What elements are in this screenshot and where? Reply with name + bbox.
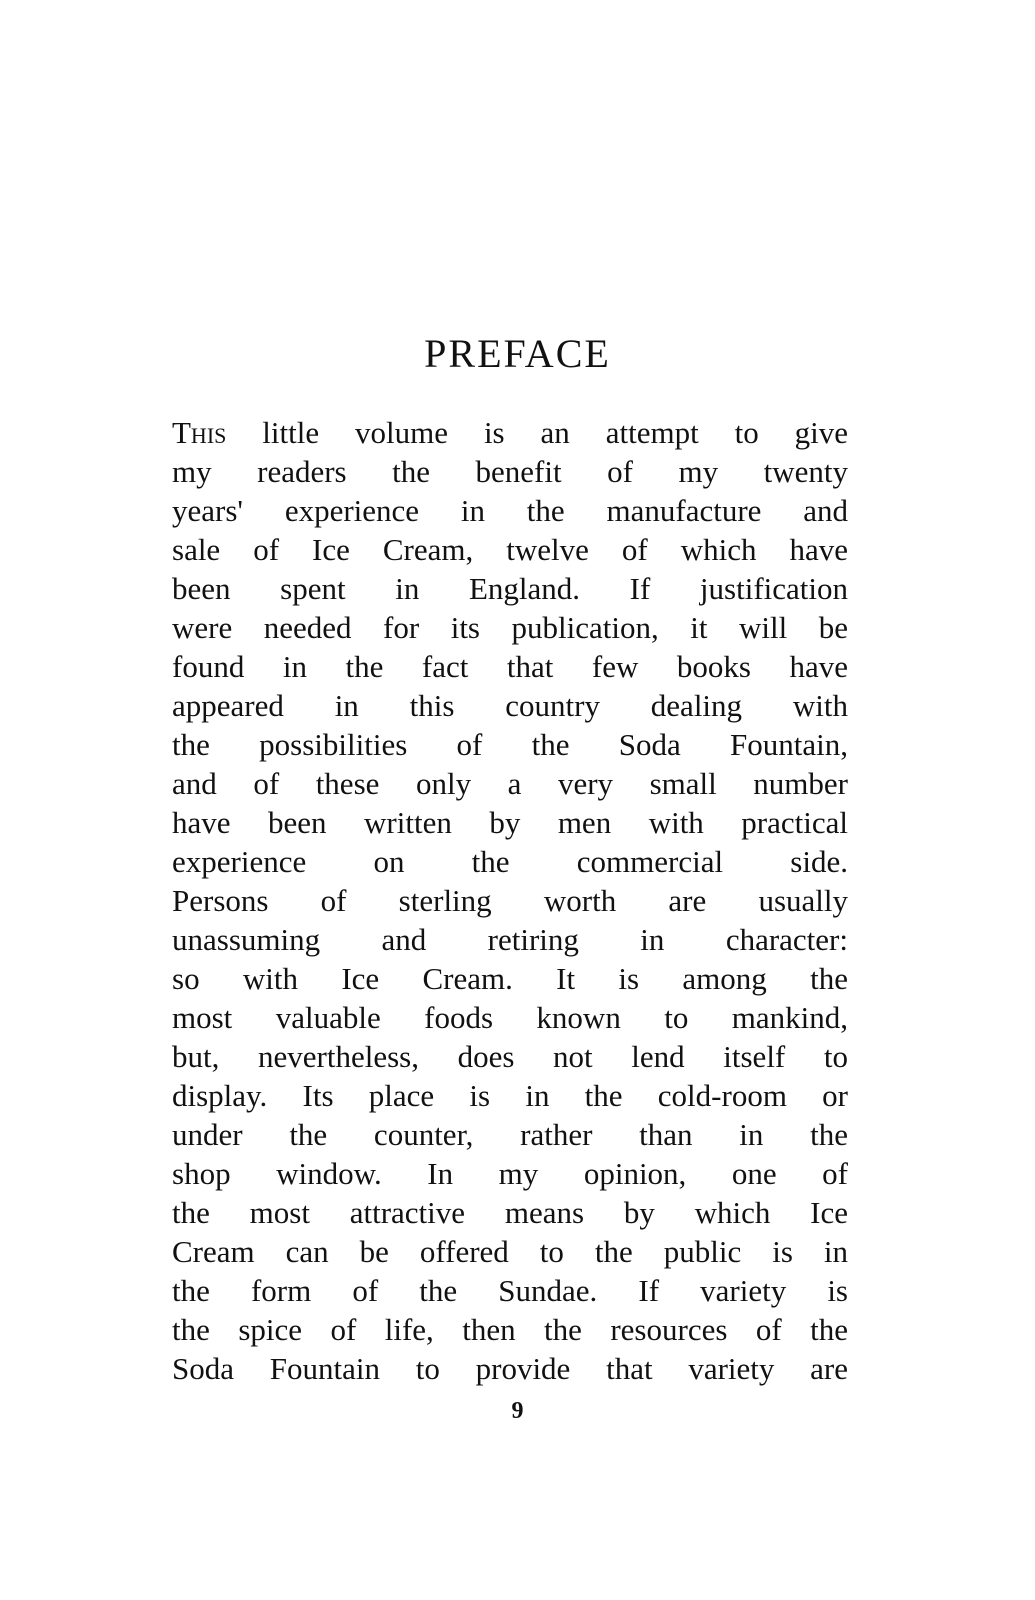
page-number: 9: [511, 1398, 524, 1424]
text-line-19: under the counter, rather than in the: [172, 1117, 848, 1152]
text-line-14: unassuming and retiring in character:: [172, 922, 848, 957]
text-line-8: appeared in this country dealing with: [172, 688, 848, 723]
text-line-23: the form of the Sundae. If variety is: [172, 1273, 848, 1308]
text-line-1-rest: little volume is an attempt to give: [226, 415, 848, 450]
text-line-18: display. Its place is in the cold-room or: [172, 1078, 848, 1113]
text-line-15: so with Ice Cream. It is among the: [172, 961, 848, 996]
text-line-16: most valuable foods known to mankind,: [172, 1000, 848, 1035]
text-line-13: Persons of sterling worth are usually: [172, 883, 848, 918]
text-line-10: and of these only a very small number: [172, 766, 848, 801]
text-line-4: sale of Ice Cream, twelve of which have: [172, 532, 848, 567]
text-line-24: the spice of life, then the resources of the: [172, 1312, 848, 1347]
text-line-11: have been written by men with practical: [172, 805, 848, 840]
text-line-17: but, nevertheless, does not lend itself to: [172, 1039, 848, 1074]
text-line-20: shop window. In my opinion, one of: [172, 1156, 848, 1191]
text-line-25: Soda Fountain to provide that variety are: [172, 1351, 848, 1386]
text-line-9: the possibilities of the Soda Fountain,: [172, 727, 848, 762]
text-line-3: years' experience in the manufacture and: [172, 493, 848, 528]
text-line-2: my readers the benefit of my twenty: [172, 454, 848, 489]
text-line-22: Cream can be offered to the public is in: [172, 1234, 848, 1269]
text-line-5: been spent in England. If justification: [172, 571, 848, 606]
text-line-1: [172, 413, 848, 452]
page-title: PREFACE: [424, 331, 611, 376]
text-line-7: found in the fact that few books have: [172, 649, 848, 684]
lead-word: This: [172, 415, 227, 450]
text-line-12: experience on the commercial side.: [172, 844, 848, 879]
text-line-21: the most attractive means by which Ice: [172, 1195, 848, 1230]
text-line-6: were needed for its publication, it will be: [172, 610, 848, 645]
preface-body: [172, 413, 848, 1388]
